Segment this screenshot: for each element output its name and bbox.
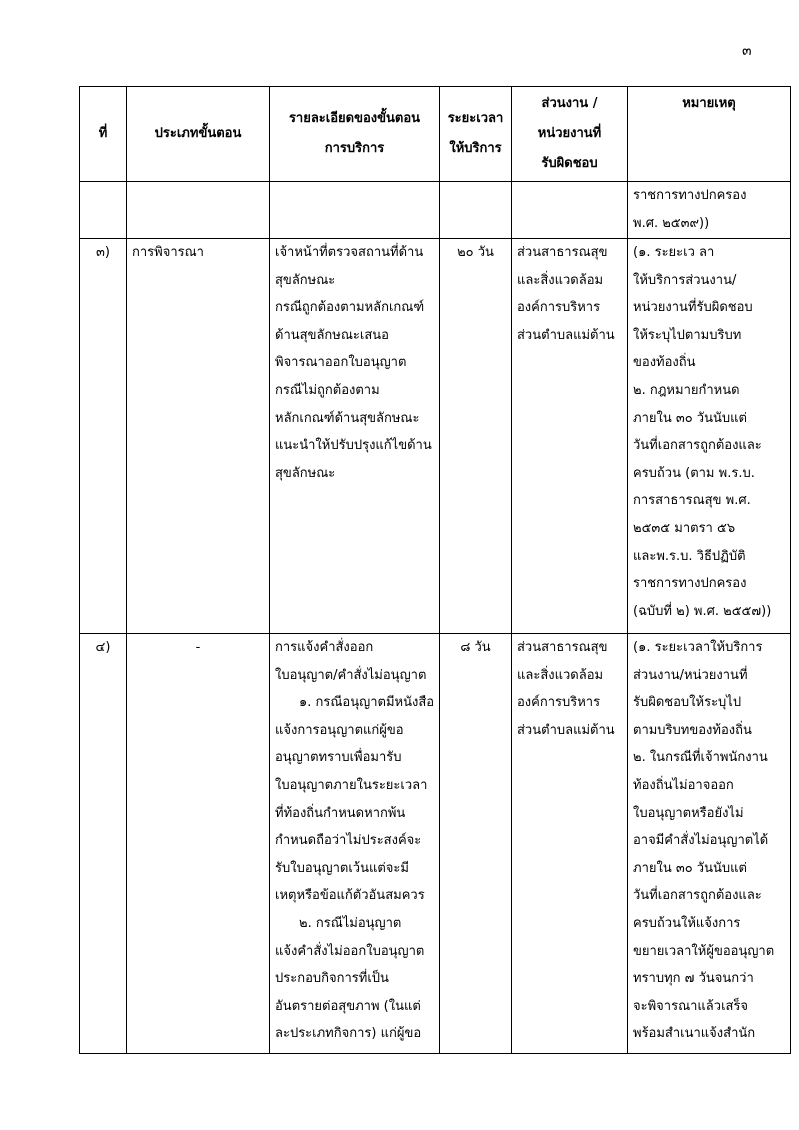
row-step-detail: การแจ้งคำสั่งออก ใบอนุญาต/คำสั่งไม่อนุญาต ๑. กรณีอนุญาตมีหนังสือ แจ้งการอนุญาตแก่ผู้ขอ อนุญาตทราบเพื่อมารับ ใบอนุญาตภายในระยะเวลา ที่ท้องถิ่นกำหนดหากพ้น กำหนดถือว่าไม่ประสงค์จะ รับใบอนุญาตเว้นแต่จะมี เหตุหรือข้อแก้ตัวอันสมควร ๒. กรณีไม่อนุญาต แจ้งคำสั่งไม่ออกใบอนุญาต ประกอบกิจการที่เป็น อันตรายต่อสุขภาพ (ในแต่ ละประเภทกิจการ) แก่ผู้ขอ <box>270 634 440 1054</box>
table-row <box>80 634 791 1054</box>
row-duration <box>440 182 512 239</box>
row-duration: ๘ วัน <box>440 634 512 1054</box>
row-step-type: - <box>127 634 270 1054</box>
header-responsible-unit: ส่วนงาน / หน่วยงานที่ รับผิดชอบ <box>512 87 628 182</box>
header-duration: ระยะเวลา ให้บริการ <box>440 87 512 182</box>
header-step-type: ประเภทขั้นตอน <box>127 87 270 182</box>
header-remark: หมายเหตุ <box>628 87 791 182</box>
header-step-detail: รายละเอียดของขั้นตอน การบริการ <box>270 87 440 182</box>
page-number: ๓ <box>742 43 752 59</box>
row-step-detail <box>270 182 440 239</box>
row-remark: (๑. ระยะเวลาให้บริการ ส่วนงาน/หน่วยงานที่ รับผิดชอบให้ระบุไป ตามบริบทของท้องถิ่น ๒. ในกรณีที่เจ้าพนักงาน ท้องถิ่นไม่อาจออก ใบอนุญาตหรือยังไม่ อาจมีคำสั่งไม่อนุญาตได้ ภายใน ๓๐ วันนับแต่ วันที่เอกสารถูกต้องและ ครบถ้วนให้แจ้งการ ขยายเวลาให้ผู้ขออนุญาต ทราบทุก ๗ วันจนกว่า จะพิจารณาแล้วเสร็จ พร้อมสำเนาแจ้งสำนัก <box>628 634 791 1054</box>
row-responsible-unit: ส่วนสาธารณสุข และสิ่งแวดล้อม องค์การบริหาร ส่วนตำบลแม่ต้าน <box>512 634 628 1054</box>
row-responsible-unit <box>512 182 628 239</box>
table-row <box>80 182 791 239</box>
row-remark: (๑. ระยะเว ลา ให้บริการส่วนงาน/ หน่วยงานที่รับผิดชอบ ให้ระบุไปตามบริบท ของท้องถิ่น ๒. กฎหมายกำหนด ภายใน ๓๐ วันนับแต่ วันที่เอกสารถูกต้องและ ครบถ้วน (ตาม พ.ร.บ. การสาธารณสุข พ.ศ. ๒๕๓๕ มาตรา ๕๖ และพ.ร.บ. วิธีปฏิบัติ ราชการทางปกครอง (ฉบับที่ ๒) พ.ศ. ๒๕๕๗)) <box>628 239 791 634</box>
table-header-row <box>80 87 791 182</box>
header-no: ที่ <box>80 87 127 182</box>
row-remark: ราชการทางปกครอง พ.ศ. ๒๕๓๙)) <box>628 182 791 239</box>
row-no <box>80 182 127 239</box>
row-no: ๓) <box>80 239 127 634</box>
row-step-detail: เจ้าหน้าที่ตรวจสถานที่ด้าน สุขลักษณะ กรณีถูกต้องตามหลักเกณฑ์ ด้านสุขลักษณะเสนอ พิจารณาออกใบอนุญาต กรณีไม่ถูกต้องตาม หลักเกณฑ์ด้านสุขลักษณะ แนะนำให้ปรับปรุงแก้ไขด้าน สุขลักษณะ <box>270 239 440 634</box>
row-no: ๔) <box>80 634 127 1054</box>
row-step-type: การพิจารณา <box>127 239 270 634</box>
row-responsible-unit: ส่วนสาธารณสุข และสิ่งแวดล้อม องค์การบริหาร ส่วนตำบลแม่ต้าน <box>512 239 628 634</box>
row-duration: ๒๐ วัน <box>440 239 512 634</box>
table-row <box>80 239 791 634</box>
row-step-type <box>127 182 270 239</box>
procedure-table <box>79 86 791 1054</box>
